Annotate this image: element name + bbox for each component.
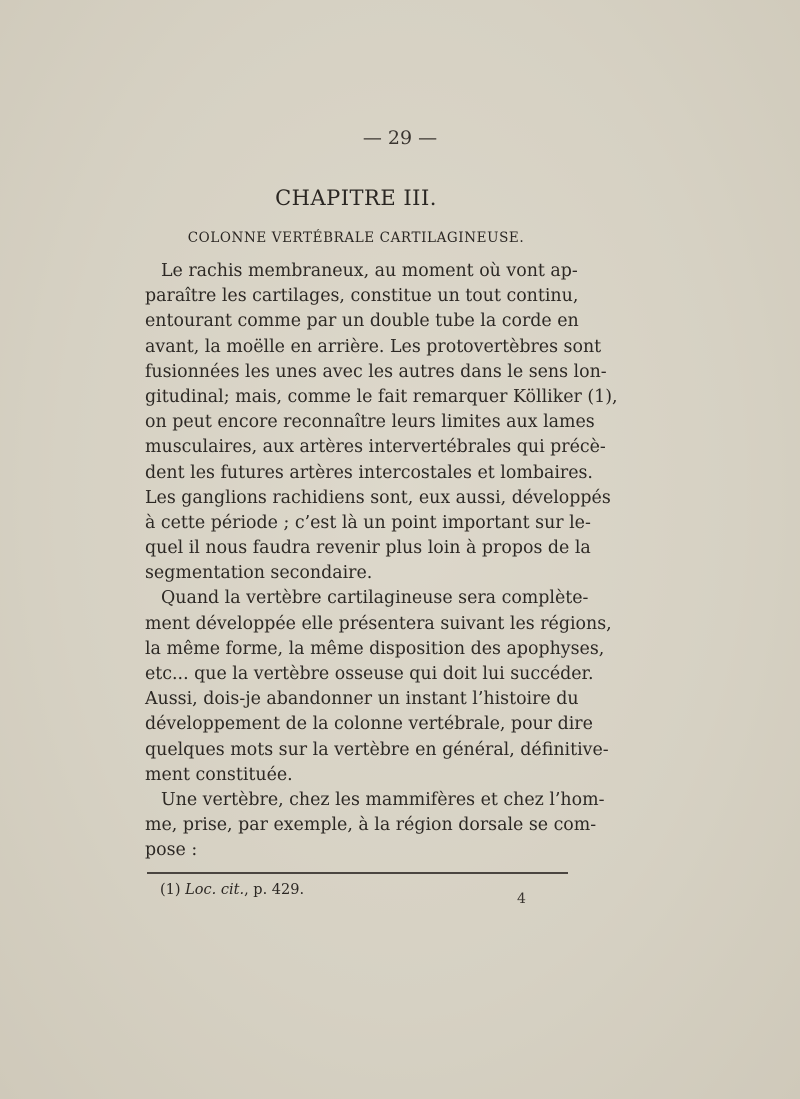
text-line: Le rachis membraneux, au moment où vont ap-	[161, 261, 578, 281]
footnote-rule	[147, 872, 568, 874]
section-title: COLONNE VERTÉBRALE CARTILAGINEUSE.	[187, 230, 525, 246]
text-line: Quand la vertèbre cartilagineuse sera complète-	[161, 588, 589, 609]
text-line: Aussi, dois-je abandonner un instant l’histoire du	[145, 689, 579, 710]
text-line: Une vertèbre, chez les mammifères et chez l’hom-	[161, 789, 605, 810]
text-line: ment développée elle présentera suivant les régions,	[145, 613, 612, 634]
text-line: dent les futures artères intercostales et lombaires.	[145, 462, 593, 483]
text-line: segmentation secondaire.	[145, 563, 373, 584]
body-text	[145, 259, 618, 864]
text-line: fusionnées les unes avec les autres dans le sens lon-	[145, 361, 607, 382]
footnote-citation: Loc. cit.	[185, 882, 245, 898]
text-line: paraître les cartilages, constitue un tout continu,	[145, 286, 579, 307]
footnote	[160, 882, 304, 898]
text-line: pose :	[145, 840, 198, 861]
footnote-marker: (1)	[160, 882, 186, 898]
text-line: développement de la colonne vertébrale, pour dire	[145, 714, 593, 735]
text-line: avant, la moëlle en arrière. Les protovertèbres sont	[145, 336, 602, 357]
signature-mark: 4	[517, 891, 526, 907]
text-line: quel il nous faudra revenir plus loin à propos de la	[145, 538, 591, 559]
text-line: on peut encore reconnaître leurs limites aux lames	[145, 412, 595, 433]
text-line: ment constituée.	[145, 764, 293, 785]
text-line: quelques mots sur la vertèbre en général, définitive-	[145, 739, 609, 760]
text-line: entourant comme par un double tube la corde en	[145, 311, 579, 332]
text-line: la même forme, la même disposition des apophyses,	[145, 638, 605, 659]
text-line: musculaires, aux artères intervertébrales qui précè-	[145, 437, 606, 458]
text-line: gitudinal; mais, comme le fait remarquer Kölliker (1),	[145, 386, 618, 407]
text-line: à cette période ; c’est là un point important sur le-	[145, 512, 591, 533]
text-line: me, prise, par exemple, à la région dorsale se com-	[145, 815, 597, 836]
text-line: etc... que la vertèbre osseuse qui doit lui succéder.	[145, 664, 594, 684]
text-line: Les ganglions rachidiens sont, eux aussi, développés	[145, 487, 611, 508]
page-number: — 29 —	[362, 127, 438, 149]
footnote-page: , p. 429.	[244, 882, 305, 898]
chapter-title: CHAPITRE III.	[275, 186, 437, 210]
